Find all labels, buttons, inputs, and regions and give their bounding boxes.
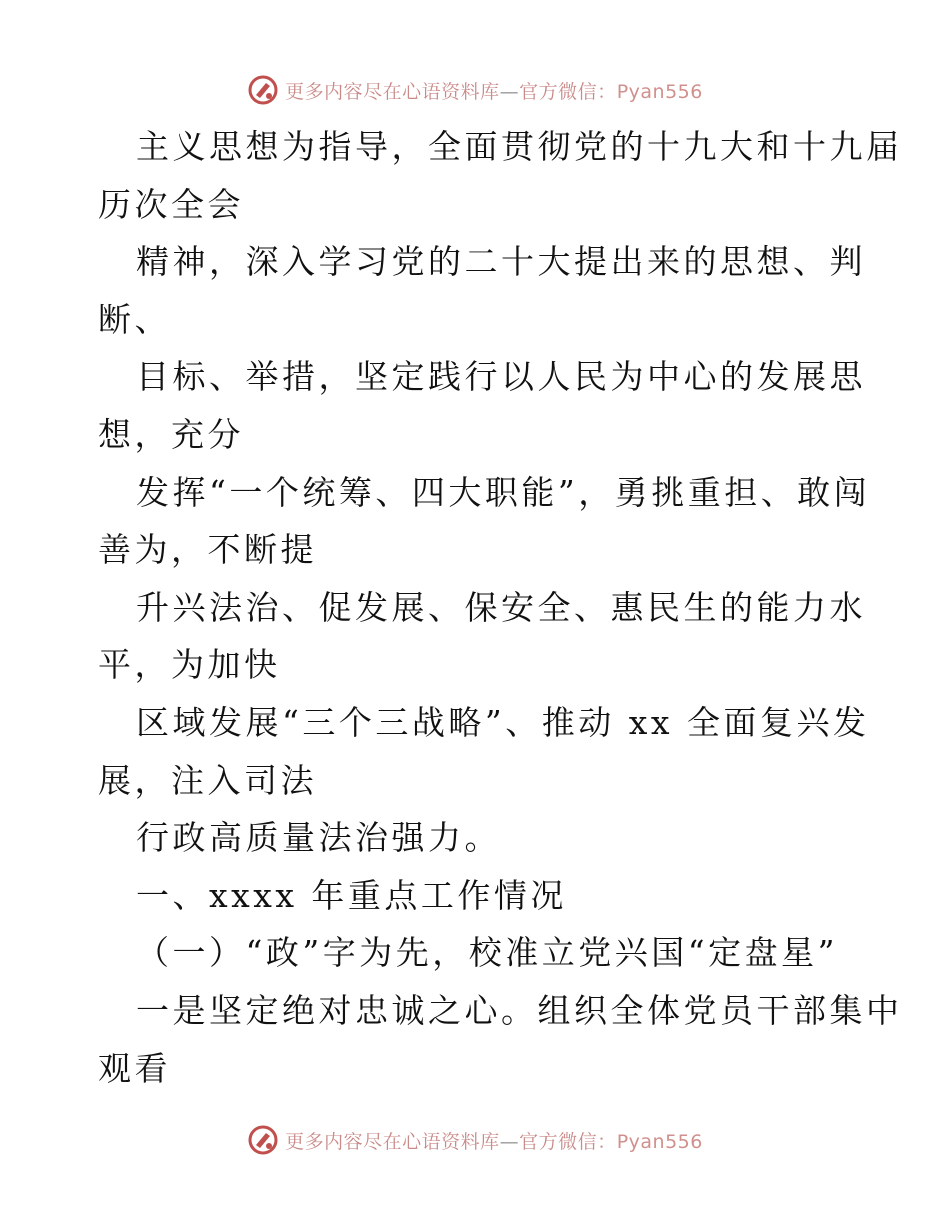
stamp-seal-icon — [247, 74, 279, 106]
header-separator: — — [499, 80, 520, 103]
header-wechat-label: 官方微信： — [519, 80, 617, 103]
body-line: 断、 — [98, 299, 171, 339]
header-text-cn: 更多内容尽在心语资料库 — [285, 80, 500, 103]
body-line: 主义思想为指导，全面贯彻党的十九大和十九届 — [136, 127, 903, 166]
footer-text — [285, 1127, 703, 1154]
body-line: 善为，不断提 — [98, 530, 317, 570]
body-line: 历次全会 — [98, 184, 244, 224]
body-line: 平，为加快 — [98, 645, 281, 685]
body-line: 发挥“一个统筹、四大职能”，勇挑重担、敢闯 — [136, 472, 871, 512]
footer-account: Pyan556 — [616, 1130, 703, 1153]
body-line: 想，充分 — [98, 414, 244, 454]
header-text — [285, 77, 703, 104]
section-heading: 一、xxxx 年重点工作情况 — [136, 875, 567, 915]
header-account: Pyan556 — [616, 80, 703, 103]
body-line: 升兴法治、促发展、保安全、惠民生的能力水 — [136, 587, 866, 627]
footer-separator: — — [499, 1130, 520, 1153]
body-line: 区域发展“三个三战略”、推动 xx 全面复兴发 — [136, 702, 870, 742]
footer-text-cn: 更多内容尽在心语资料库 — [285, 1130, 500, 1153]
body-line: 目标、举措，坚定践行以人民为中心的发展思 — [136, 357, 866, 397]
header-watermark — [0, 70, 950, 110]
footer-watermark — [0, 1120, 950, 1160]
stamp-seal-icon — [247, 1124, 279, 1156]
body-line: 精神，深入学习党的二十大提出来的思想、判 — [136, 242, 866, 282]
body-line: 观看 — [98, 1048, 171, 1088]
body-line: 行政高质量法治强力。 — [136, 818, 501, 858]
body-line: 一是坚定绝对忠诚之心。组织全体党员干部集中 — [136, 990, 903, 1030]
footer-wechat-label: 官方微信： — [519, 1130, 617, 1153]
subsection-heading: （一）“政”字为先，校准立党兴国“定盘星” — [136, 933, 838, 973]
body-line: 展，注入司法 — [98, 760, 317, 800]
document-body — [98, 118, 903, 1097]
